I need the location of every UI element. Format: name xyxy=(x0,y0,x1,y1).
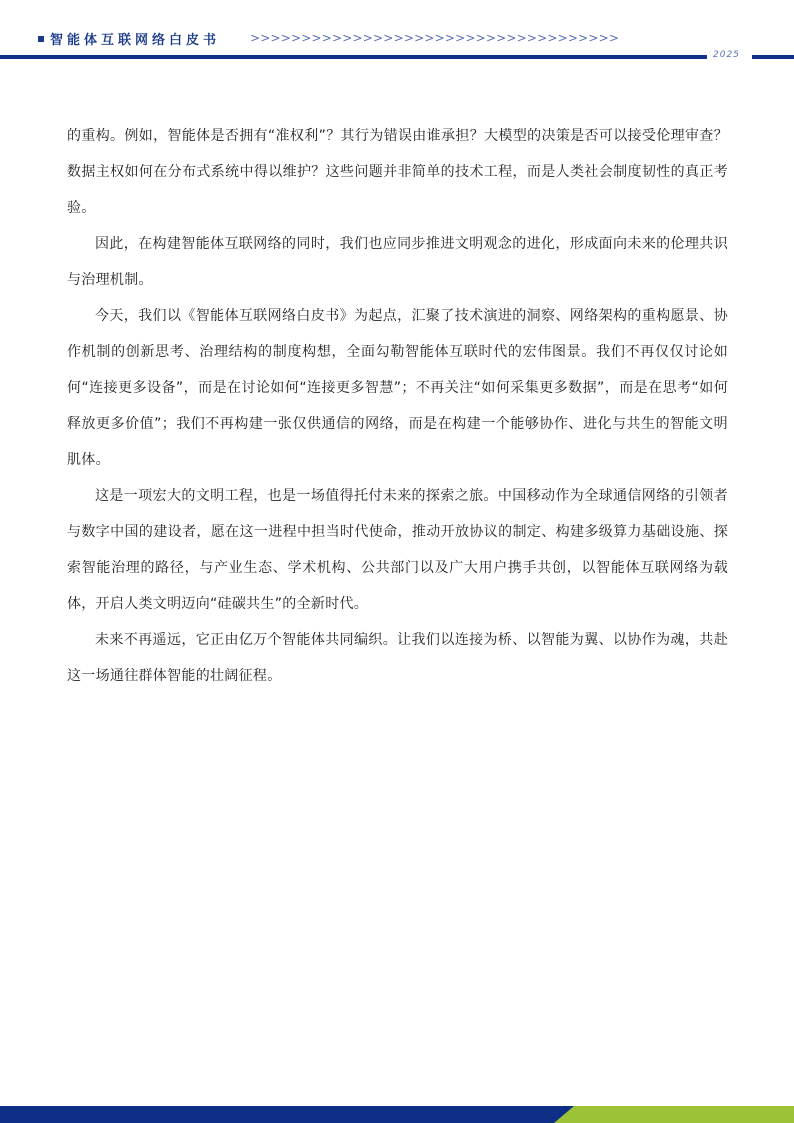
header-title: 智能体互联网络白皮书 xyxy=(50,33,221,48)
header-chevron-decoration: >>>>>>>>>>>>>>>>>>>>>>>>>>>>>>>>>>>> xyxy=(250,31,620,45)
paragraph-2: 因此，在构建智能体互联网络的同时，我们也应同步推进文明观念的进化，形成面向未来的伦理共识与治理机制。 xyxy=(67,236,728,288)
paragraph-5: 未来不再遥远，它正由亿万个智能体共同编织。让我们以连接为桥、以智能为翼、以协作为魂，共赴这一场通往群体智能的壮阔征程。 xyxy=(67,632,728,684)
header-year: 2025 xyxy=(713,50,740,60)
header-rule-left xyxy=(0,55,707,59)
footer-bar-green xyxy=(554,1106,794,1123)
body-text xyxy=(67,118,728,694)
paragraph-3: 今天，我们以《智能体互联网络白皮书》为起点，汇聚了技术演进的洞察、网络架构的重构愿景、协作机制的创新思考、治理结构的制度构想，全面勾勒智能体互联时代的宏伟图景。我们不再仅仅讨论如何“连接更多设备”，而是在讨论如何“连接更多智慧”；不再关注“如何采集更多数据”，而是在思考“如何释放更多价值”；我们不再构建一张仅供通信的网络，而是在构建一个能够协作、进化与共生的智能文明肌体。 xyxy=(67,308,728,468)
header-rule-right xyxy=(752,55,794,59)
page-header xyxy=(0,0,794,70)
paragraph-4: 这是一项宏大的文明工程，也是一场值得托付未来的探索之旅。中国移动作为全球通信网络的引领者与数字中国的建设者，愿在这一进程中担当时代使命，推动开放协议的制定、构建多级算力基础设施、探索智能治理的路径，与产业生态、学术机构、公共部门以及广大用户携手共创，以智能体互联网络为载体，开启人类文明迈向“硅碳共生”的全新时代。 xyxy=(67,488,728,612)
paragraph-1: 的重构。例如，智能体是否拥有“准权利”？其行为错误由谁承担？大模型的决策是否可以接受伦理审查？数据主权如何在分布式系统中得以维护？这些问题并非简单的技术工程，而是人类社会制度韧性的真正考验。 xyxy=(67,128,728,216)
header-square-icon xyxy=(38,36,44,42)
